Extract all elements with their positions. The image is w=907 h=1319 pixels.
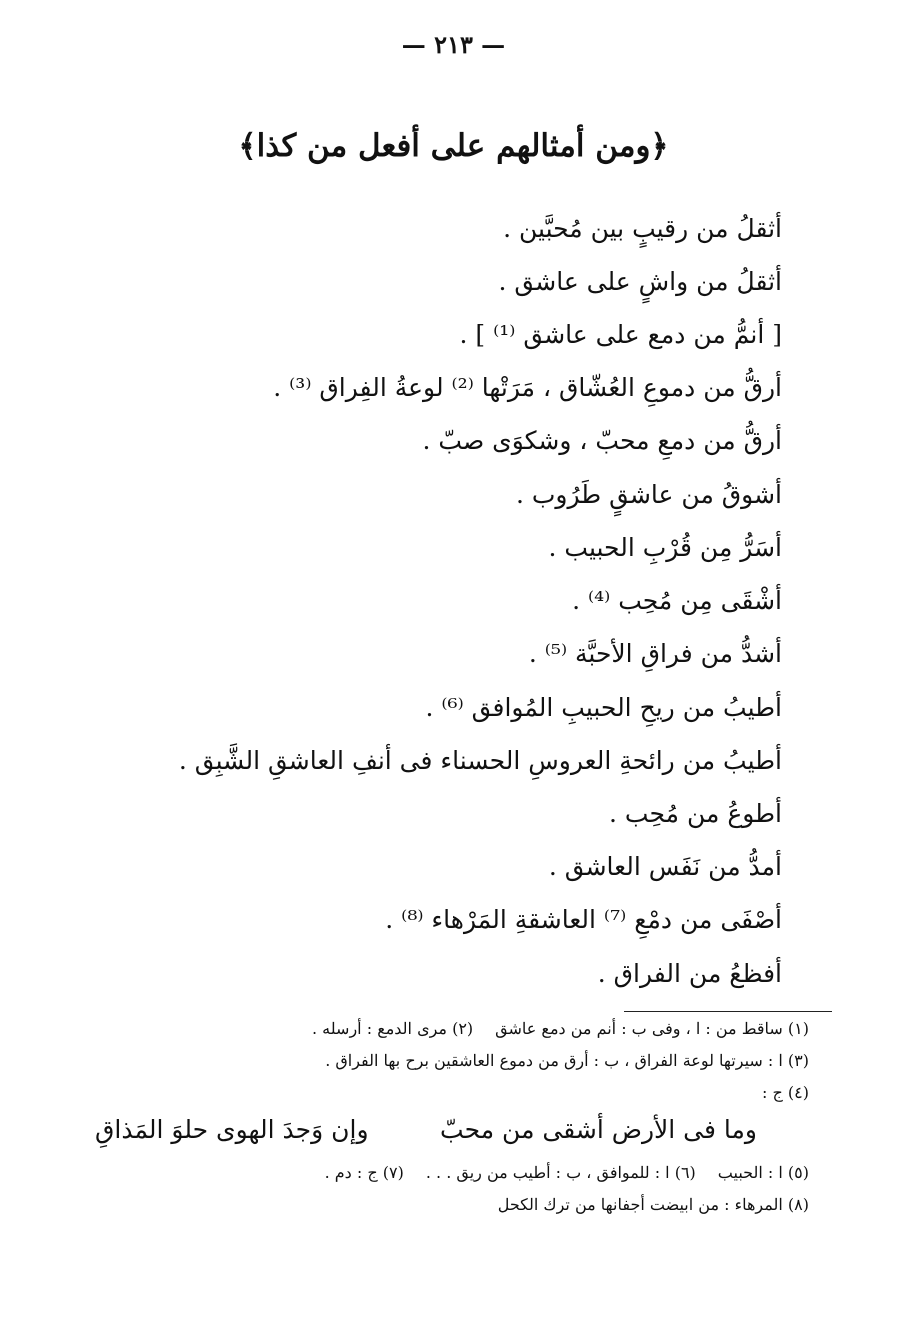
proverb-line: أطوعُ من مُحِب . (609, 799, 782, 828)
proverb-line: أرقُّ من دموعِ العُشّاق ، مَرَتْها ⁽²⁾ لوعةُ الفِراق ⁽³⁾ . (273, 373, 782, 402)
proverb-line: أشْقَى مِن مُحِب ⁽⁴⁾ . (572, 586, 782, 615)
page-number: — ٢١٣ — (401, 30, 506, 59)
footnote-7: (٧) ج : دم . (324, 1163, 404, 1182)
verse-second-hemistich: وإن وَجدَ الهوى حلوَ المَذاقِ (95, 1115, 369, 1144)
footnote-line (312, 1017, 809, 1041)
proverb-line: أسَرُّ مِن قُرْبِ الحبيب . (548, 533, 782, 562)
verse-first-hemistich: وما فى الأرض أشقى من محبّ (440, 1115, 757, 1144)
proverb-line: [ أنمُّ من دمع على عاشق ⁽¹⁾ ] . (459, 320, 782, 349)
footnote-1: (١) ساقط من : ا ، وفى ب : أنم من دمع عاشق (495, 1019, 809, 1038)
proverb-line: أمدُّ من نَفَس العاشق . (548, 852, 782, 881)
proverb-line: أشوقُ من عاشقٍ طَرُوب . (516, 480, 782, 509)
footnote-4: (٤) ج : (762, 1083, 809, 1102)
footnote-8: (٨) المرهاء : من ابيضت أجفانها من ترك الكحل (497, 1195, 809, 1214)
footnote-3: (٣) ا : سيرتها لوعة الفراق ، ب : أرق من دموع العاشقين برح بها الفراق . (325, 1051, 809, 1070)
proverb-line: أشدُّ من فراقِ الأحبَّة ⁽⁵⁾ . (528, 639, 782, 668)
proverb-line: أطيبُ من ريحِ الحبيبِ المُوافق ⁽⁶⁾ . (425, 693, 782, 722)
footnote-5: (٥) ا : الحبيب (717, 1163, 809, 1182)
footnote-line (325, 1161, 809, 1185)
proverb-line: أثقلُ من واشٍ على عاشق . (498, 267, 782, 296)
proverb-line: أرقُّ من دمعِ محبّ ، وشكوَى صبّ . (422, 426, 782, 455)
proverb-line: أطيبُ من رائحةِ العروسِ الحسناء فى أنفِ العاشقِ الشَّبِق . (178, 746, 782, 775)
section-heading: ﴿ومن أمثالهم على أفعل من كذا﴾ (238, 128, 669, 164)
footnote-2: (٢) مرى الدمع : أرسله . (312, 1019, 474, 1038)
proverb-line: أصْفَى من دمْعِ ⁽⁷⁾ العاشقةِ المَرْهاء ⁽⁸⁾ . (385, 905, 782, 934)
proverb-line: أثقلُ من رقيبٍ بين مُحبَّين . (503, 214, 782, 243)
proverb-line: أفظعُ من الفراق . (597, 959, 782, 988)
footnote-divider (624, 1011, 832, 1012)
footnote-6: (٦) ا : للموافق ، ب : أطيب من ريق . . . (425, 1163, 696, 1182)
